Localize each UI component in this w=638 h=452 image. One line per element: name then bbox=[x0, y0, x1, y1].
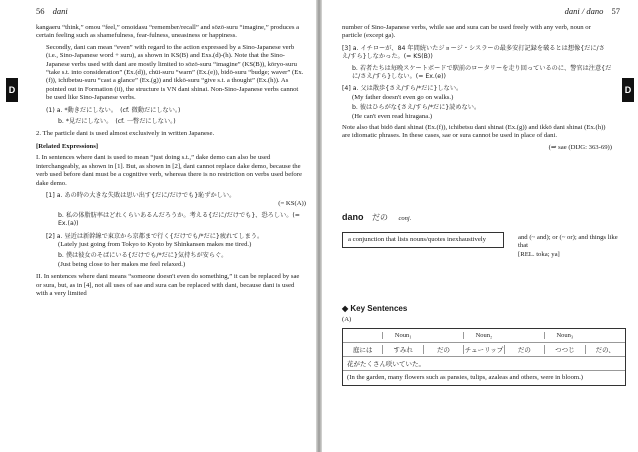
table-cell: 庭には bbox=[352, 346, 373, 354]
key-label: (A) bbox=[342, 316, 352, 323]
example-b1a-ref: (= KS(A)) bbox=[278, 200, 306, 208]
thumb-tab: D bbox=[622, 78, 634, 102]
example-3b: b. 若者たちは毎晩スケートボードで駅前のロータリーを走り回っているのに、警官は注意{だに/さえ/すら}しない。(= Ex.(e)) bbox=[352, 64, 612, 81]
example-b2b-translation: (Just being close to her makes me feel relaxed.) bbox=[58, 260, 186, 268]
part-of-speech: conj. bbox=[398, 215, 412, 222]
cross-reference: (⇒ sae (DIJG: 363-69)) bbox=[548, 143, 612, 151]
example-3a: [3] a. イチローが、84 年間続いたジョージ・シスラーの最多安打記録を破るとは想像{だに/さえ/すら}しなかった。(= KS(B)) bbox=[342, 44, 605, 61]
example-4b: b. 彼はひらがな{さえ/すら/*だに}読めない。 bbox=[352, 104, 481, 112]
table-cell: だの bbox=[504, 345, 544, 354]
table-row-translation bbox=[343, 371, 625, 385]
example-b2a: [2] a. 昼近は新幹線で東京から京都まで行く{だけでも/*だに}疲れてしまう。 bbox=[46, 232, 264, 240]
page-number: 56 bbox=[36, 6, 45, 16]
example-4a: [4] a. 父は散歩{さえ/すら/*だに}しない。 bbox=[342, 85, 463, 93]
related-heading: [Related Expressions] bbox=[36, 142, 99, 150]
note-2: 2. The particle dani is used almost exclusively in written Japanese. bbox=[36, 130, 215, 138]
table-row bbox=[343, 343, 625, 357]
table-row-header bbox=[343, 329, 625, 343]
definition-box: a conjunction that lists nouns/quotes inexhaustively bbox=[342, 232, 504, 248]
key-sentences-title: ◆ Key Sentences bbox=[342, 304, 408, 313]
table-cell: Noun₂ bbox=[463, 332, 503, 339]
paragraph: kangaeru “think,” omou “feel,” omoidasu “remember/recall” and sōzō-suru “imagine,” produces a certain feeling such as shamefulness, fear-fulness, uneasiness or happiness. bbox=[36, 24, 300, 40]
example-4a-translation: (My father doesn't even go on walks.) bbox=[352, 93, 454, 101]
table-cell: 花がたくさん咲いていた。 bbox=[347, 360, 425, 368]
table-cell: だの bbox=[423, 345, 463, 354]
entry-word: dano bbox=[342, 212, 364, 222]
left-page bbox=[0, 0, 316, 452]
running-head: dani bbox=[52, 6, 68, 16]
left-body bbox=[36, 24, 306, 298]
definition-gloss: and (~ and); or (~ or); and things like that bbox=[518, 234, 618, 250]
page-number: 57 bbox=[611, 6, 620, 16]
entry-heading bbox=[342, 212, 411, 223]
right-body bbox=[342, 24, 612, 152]
table-cell: (In the garden, many flowers such as pansies, tulips, azaleas and others, were in bloom.) bbox=[347, 374, 584, 381]
example-b1b: b. 私の体脂肪率はどれくらいあるんだろうか。考える{だに/だけでも}、恐ろしい。(= Ex.(a)) bbox=[58, 211, 300, 228]
definition-english bbox=[518, 234, 628, 259]
example-b1a: [1] a. あの時の大きな失敗は思い出す{だに/だけでも}恥ずかしい。 bbox=[46, 191, 236, 199]
right-header bbox=[565, 6, 620, 16]
table-cell: つつじ bbox=[544, 345, 584, 354]
note-b: Note also that bidō dani shinai (Ex.(f)), ichibetsu dani shinai (Ex.(g)) and ikkō dani shinai (Ex.(h)) are idiomatic phrases. In these cases, sae or sura cannot be used in place of dani. bbox=[342, 124, 606, 140]
related-II: II. In sentences where dani means “someone doesn't even do something,” it can be replaced by sae or sura, but, as in [4], not all uses of sae and sura can be replaced with dani, because dani is used with a very limited bbox=[36, 273, 300, 297]
entry-kana: だの bbox=[372, 213, 389, 222]
example-b2b: b. 僕は彼女のそばにいる{だけでも/*だに}気持ちが安らぐ。 bbox=[58, 252, 228, 260]
thumb-tab: D bbox=[6, 78, 18, 102]
paragraph: Secondly, dani can mean “even” with regard to the action expressed by a Sino-Japanese verb (i.e., Sino-Japanese word + suru), as shown in KS(B) and Exs.(d)-(h). Note that the Sino-Japanese verbs used with dani are mostly limited to sōzō-suru “imagine” (KS(B)), kōryo-suru “take s.t. into consideration” (Ex.(d)), chūi-suru “warn” (Ex.(e)), bidō-suru “budge; waver” (Ex.(f)), ichibetsu-suru “cast a glance” (Ex.(g)) and ikkō-suru “give s.t. a thought” (Ex.(h)). As pointed out in Formation (ii), the structure is VN dani shinai. Non-Sino-Japanese verbs cannot be used like Sino-Japanese verbs. bbox=[46, 43, 304, 102]
right-page bbox=[322, 0, 638, 452]
example-1b: b. *見だにしない。 (cf. 一瞥だにしない。) bbox=[58, 118, 176, 126]
running-head: dani / dano bbox=[564, 6, 604, 16]
key-sentences-heading bbox=[342, 304, 407, 323]
example-4b-translation: (He can't even read hiragana.) bbox=[352, 112, 433, 120]
table-cell: だの、 bbox=[585, 345, 625, 354]
left-header bbox=[36, 6, 68, 16]
table-cell: Noun₁ bbox=[382, 332, 422, 339]
example-1a: (1) a. *動きだにしない。 (cf. 微動だにしない。) bbox=[46, 106, 181, 114]
paragraph: number of Sino-Japanese verbs, while sae and sura can be used freely with any verb, noun or particle (except ga). bbox=[342, 24, 591, 40]
related-I: I. In sentences where dani is used to mean “just doing s.t.,” dake demo can also be used interchangeably, as shown in [1]. But, as shown in [2], dani cannot replace dake demo, because the verb used before dani must be a cognitive verb, whereas there is no restriction on verbs used before dake demo. bbox=[36, 154, 302, 187]
example-b2a-translation: (Lately just going from Tokyo to Kyoto by Shinkansen makes me tired.) bbox=[58, 240, 252, 248]
table-cell: すみれ bbox=[382, 345, 422, 354]
table-cell: チューリップ bbox=[464, 346, 504, 354]
related-expressions-ref: [REL. toka; ya] bbox=[518, 250, 560, 258]
table-row bbox=[343, 357, 625, 371]
key-sentence-table bbox=[342, 328, 626, 386]
table-cell: Noun₃ bbox=[544, 332, 584, 339]
